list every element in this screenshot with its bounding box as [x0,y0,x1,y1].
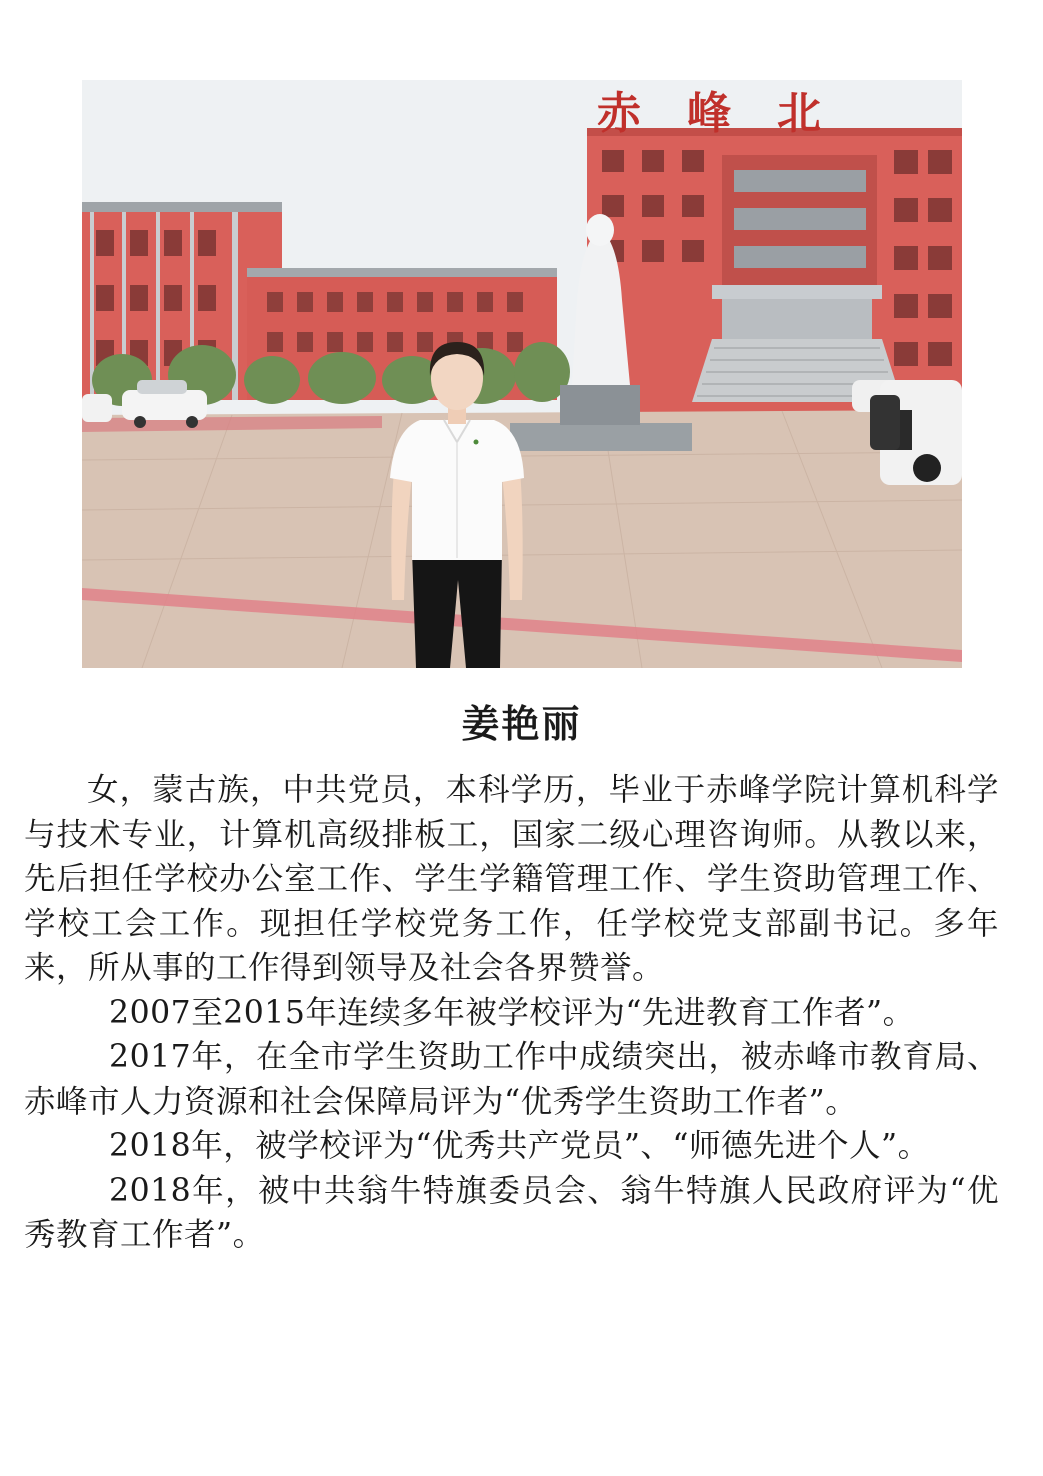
portrait-photo [82,80,962,668]
main-building [587,128,962,422]
building-sign [597,88,867,139]
biography [24,768,999,1258]
bio-paragraph-award-2018-county: 2018年，被中共翁牛特旗委员会、翁牛特旗人民政府评为“优秀教育工作者”。 [24,1172,999,1253]
bio-paragraph-award-2017: 2017年，在全市学生资助工作中成绩突出，被赤峰市教育局、赤峰市人力资源和社会保障局评为“优秀学生资助工作者”。 [24,1039,999,1120]
svg-text:赤峰北: 赤峰北 [597,88,867,139]
bio-paragraph-award-2018-school: 2018年，被学校评为“优秀共产党员”、“师德先进个人”。 [109,1128,930,1164]
bio-paragraph-award-2007: 2007至2015年连续多年被学校评为“先进教育工作者”。 [109,994,915,1031]
bio-paragraph-intro: 女，蒙古族，中共党员，本科学历，毕业于赤峰学院计算机科学与技术专业，计算机高级排板工，国家二级心理咨询师。从教以来，先后担任学校办公室工作、学生学籍管理工作、学生资助管理工作、学校工会工作。现担任学校党务工作，任学校党支部副书记。多年来，所从事的工作得到领导及社会各界赞誉。 [24,772,999,986]
person-name: 姜艳丽 [461,702,582,746]
